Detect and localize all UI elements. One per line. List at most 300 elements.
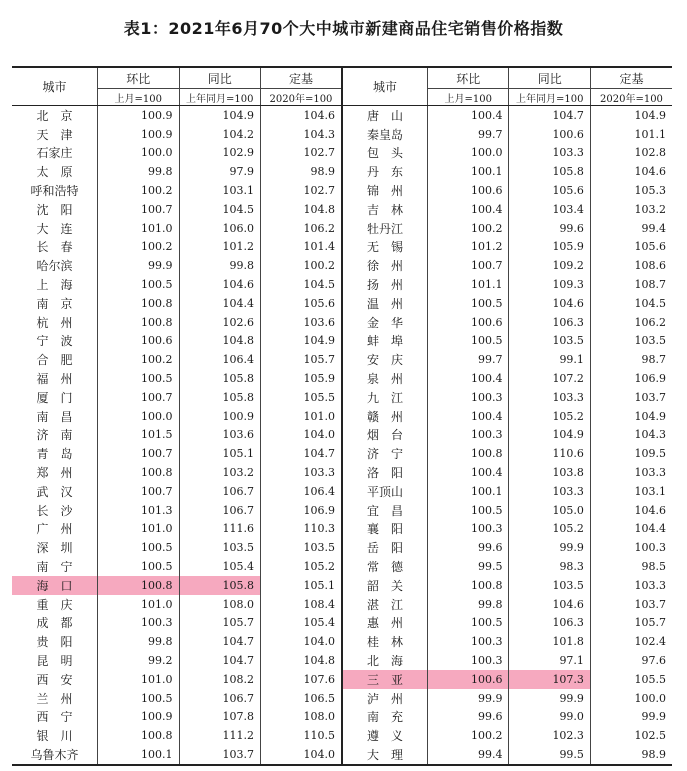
right-fixed-cell: 105.6 [590, 238, 672, 257]
right-city-cell: 秦皇岛 [342, 125, 428, 144]
right-city-cell: 南 充 [342, 708, 428, 727]
left-fixed-cell: 104.8 [260, 651, 341, 670]
left-mom-cell: 100.2 [98, 350, 179, 369]
right-mom-cell: 100.1 [428, 162, 509, 181]
left-fixed-cell: 104.0 [260, 426, 341, 445]
right-yoy-cell: 106.3 [509, 614, 590, 633]
right-city-cell: 九 江 [342, 388, 428, 407]
left-mom-cell: 100.7 [98, 482, 179, 501]
table-row [12, 444, 672, 463]
right-city-cell: 温 州 [342, 294, 428, 313]
left-city-cell: 杭 州 [36, 315, 73, 330]
right-fixed-cell: 102.8 [590, 144, 672, 163]
left-yoy-cell: 104.9 [179, 106, 260, 125]
header-mom-right: 环比 [428, 67, 509, 89]
left-yoy-cell: 106.7 [179, 689, 260, 708]
right-fixed-cell: 103.3 [590, 463, 672, 482]
right-fixed-cell: 102.5 [590, 726, 672, 745]
table-row [12, 162, 672, 181]
left-yoy-cell: 111.6 [179, 520, 260, 539]
right-yoy-cell: 103.4 [509, 200, 590, 219]
table-row [12, 219, 672, 238]
left-city-cell: 大 连 [36, 221, 73, 236]
header-yoy-left: 同比 [179, 67, 260, 89]
left-mom-cell: 99.8 [98, 162, 179, 181]
left-fixed-cell: 103.5 [260, 538, 341, 557]
left-fixed-cell: 105.2 [260, 557, 341, 576]
header-yoy-base-left: 上年同月=100 [179, 89, 260, 106]
left-city-cell: 济 南 [36, 428, 73, 443]
left-mom-cell: 101.0 [98, 520, 179, 539]
left-fixed-cell: 108.4 [260, 595, 341, 614]
right-city-cell: 洛 阳 [342, 463, 428, 482]
left-yoy-cell: 104.7 [179, 632, 260, 651]
left-city-cell: 贵 阳 [36, 635, 73, 650]
left-mom-cell: 100.3 [98, 614, 179, 633]
right-yoy-cell: 104.9 [509, 426, 590, 445]
left-fixed-cell: 101.4 [260, 238, 341, 257]
left-yoy-cell: 101.2 [179, 238, 260, 257]
left-yoy-cell: 103.6 [179, 426, 260, 445]
right-yoy-cell: 105.6 [509, 181, 590, 200]
left-fixed-cell: 104.3 [260, 125, 341, 144]
right-fixed-cell: 101.1 [590, 125, 672, 144]
left-yoy-cell: 104.6 [179, 275, 260, 294]
left-fixed-cell: 100.2 [260, 256, 341, 275]
right-city-cell: 赣 州 [342, 407, 428, 426]
right-yoy-cell: 105.8 [509, 162, 590, 181]
table-row [12, 595, 672, 614]
left-fixed-cell: 104.0 [260, 632, 341, 651]
left-yoy-cell: 105.1 [179, 444, 260, 463]
right-mom-cell: 100.0 [428, 144, 509, 163]
header-fixed-left: 定基 [260, 67, 341, 89]
table-row [12, 745, 672, 765]
right-mom-cell: 100.6 [428, 313, 509, 332]
right-city-cell: 泉 州 [342, 369, 428, 388]
right-mom-cell: 100.6 [428, 181, 509, 200]
header-mom-left: 环比 [98, 67, 179, 89]
left-mom-cell: 100.8 [98, 463, 179, 482]
left-mom-cell: 100.5 [98, 689, 179, 708]
right-city-cell: 宜 昌 [342, 501, 428, 520]
right-yoy-cell: 102.3 [509, 726, 590, 745]
left-yoy-cell: 107.8 [179, 708, 260, 727]
right-fixed-cell: 103.7 [590, 595, 672, 614]
right-city-cell: 牡丹江 [342, 219, 428, 238]
left-fixed-cell: 102.7 [260, 144, 341, 163]
right-yoy-cell: 107.3 [509, 670, 590, 689]
left-yoy-cell: 97.9 [179, 162, 260, 181]
right-city-cell: 常 德 [342, 557, 428, 576]
right-yoy-cell: 104.6 [509, 294, 590, 313]
right-fixed-cell: 104.9 [590, 407, 672, 426]
header-yoy-right: 同比 [509, 67, 590, 89]
left-city-cell: 深 圳 [36, 541, 73, 556]
left-yoy-cell: 106.4 [179, 350, 260, 369]
left-mom-cell: 100.9 [98, 106, 179, 125]
right-mom-cell: 99.4 [428, 745, 509, 765]
header-city-right: 城市 [342, 67, 428, 106]
left-fixed-cell: 106.2 [260, 219, 341, 238]
left-city-cell: 成 都 [36, 616, 73, 631]
left-city-cell: 福 州 [36, 372, 73, 387]
table-row [12, 557, 672, 576]
left-city-cell: 南 昌 [36, 409, 73, 424]
right-mom-cell: 99.7 [428, 350, 509, 369]
right-fixed-cell: 109.5 [590, 444, 672, 463]
left-city-cell: 乌鲁木齐 [12, 745, 98, 765]
header-mom-base-right: 上月=100 [428, 89, 509, 106]
left-city-cell: 郑 州 [36, 466, 73, 481]
right-city-cell: 三 亚 [342, 670, 428, 689]
left-city-cell: 兰 州 [36, 691, 73, 706]
right-mom-cell: 100.4 [428, 407, 509, 426]
right-yoy-cell: 105.2 [509, 520, 590, 539]
right-fixed-cell: 105.5 [590, 670, 672, 689]
left-fixed-cell: 105.9 [260, 369, 341, 388]
right-city-cell: 济 宁 [342, 444, 428, 463]
right-mom-cell: 100.6 [428, 670, 509, 689]
right-yoy-cell: 105.0 [509, 501, 590, 520]
header-mom-base-left: 上月=100 [98, 89, 179, 106]
left-fixed-cell: 104.0 [260, 745, 341, 765]
right-yoy-cell: 99.1 [509, 350, 590, 369]
right-fixed-cell: 106.2 [590, 313, 672, 332]
right-yoy-cell: 97.1 [509, 651, 590, 670]
left-fixed-cell: 105.5 [260, 388, 341, 407]
table-row [12, 294, 672, 313]
left-yoy-cell: 108.0 [179, 595, 260, 614]
right-yoy-cell: 103.8 [509, 463, 590, 482]
price-index-table [12, 66, 672, 766]
left-fixed-cell: 104.5 [260, 275, 341, 294]
right-fixed-cell: 106.9 [590, 369, 672, 388]
left-city-cell: 合 肥 [36, 353, 73, 368]
right-mom-cell: 100.8 [428, 444, 509, 463]
right-fixed-cell: 97.6 [590, 651, 672, 670]
left-mom-cell: 100.7 [98, 200, 179, 219]
left-city-cell: 呼和浩特 [30, 184, 79, 199]
right-fixed-cell: 108.7 [590, 275, 672, 294]
right-mom-cell: 100.3 [428, 632, 509, 651]
header-yoy-base-right: 上年同月=100 [509, 89, 590, 106]
left-fixed-cell: 102.7 [260, 181, 341, 200]
left-city-cell: 长 沙 [36, 503, 73, 518]
left-fixed-cell: 104.6 [260, 106, 341, 125]
left-mom-cell: 100.5 [98, 538, 179, 557]
table-row [12, 632, 672, 651]
left-yoy-cell: 106.7 [179, 501, 260, 520]
left-mom-cell: 101.5 [98, 426, 179, 445]
left-mom-cell: 101.0 [98, 670, 179, 689]
table-row [12, 576, 672, 595]
right-city-cell: 遵 义 [342, 726, 428, 745]
left-mom-cell: 99.9 [98, 256, 179, 275]
left-fixed-cell: 106.9 [260, 501, 341, 520]
table-title: 表1：2021年6月70个大中城市新建商品住宅销售价格指数 [123, 19, 564, 38]
right-mom-cell: 100.1 [428, 482, 509, 501]
right-city-cell: 金 华 [342, 313, 428, 332]
right-mom-cell: 101.2 [428, 238, 509, 257]
left-yoy-cell: 106.7 [179, 482, 260, 501]
right-fixed-cell: 103.7 [590, 388, 672, 407]
left-yoy-cell: 102.9 [179, 144, 260, 163]
left-city-cell: 上 海 [36, 278, 73, 293]
left-mom-cell: 100.0 [98, 407, 179, 426]
left-mom-cell: 99.2 [98, 651, 179, 670]
right-city-cell: 烟 台 [342, 426, 428, 445]
left-yoy-cell: 108.2 [179, 670, 260, 689]
right-fixed-cell: 103.5 [590, 332, 672, 351]
left-mom-cell: 101.0 [98, 219, 179, 238]
right-yoy-cell: 99.0 [509, 708, 590, 727]
right-mom-cell: 99.8 [428, 595, 509, 614]
left-city-cell: 广 州 [36, 522, 73, 537]
left-mom-cell: 100.5 [98, 557, 179, 576]
left-city-cell: 北 京 [36, 108, 73, 123]
left-fixed-cell: 106.4 [260, 482, 341, 501]
table-row [12, 708, 672, 727]
table-row [12, 369, 672, 388]
left-mom-cell: 100.8 [98, 313, 179, 332]
table-row [12, 238, 672, 257]
right-fixed-cell: 105.7 [590, 614, 672, 633]
left-fixed-cell: 105.7 [260, 350, 341, 369]
table-body [12, 106, 672, 765]
table-row [12, 332, 672, 351]
header-fixed-right: 定基 [590, 67, 672, 89]
right-city-cell: 岳 阳 [342, 538, 428, 557]
left-yoy-cell: 100.9 [179, 407, 260, 426]
right-city-cell: 蚌 埠 [342, 332, 428, 351]
right-yoy-cell: 104.6 [509, 595, 590, 614]
right-mom-cell: 100.3 [428, 426, 509, 445]
right-city-cell: 吉 林 [342, 200, 428, 219]
right-city-cell: 无 锡 [342, 238, 428, 257]
left-yoy-cell: 103.7 [179, 745, 260, 765]
table-row [12, 726, 672, 745]
left-yoy-cell: 105.8 [179, 388, 260, 407]
left-mom-cell: 100.9 [98, 708, 179, 727]
table-row [12, 106, 672, 125]
right-city-cell: 大 理 [342, 745, 428, 765]
right-city-cell: 平顶山 [342, 482, 428, 501]
table-row [12, 520, 672, 539]
right-yoy-cell: 107.2 [509, 369, 590, 388]
table-row [12, 256, 672, 275]
left-city-cell: 武 汉 [36, 484, 73, 499]
left-city-cell: 南 京 [36, 296, 73, 311]
right-yoy-cell: 109.2 [509, 256, 590, 275]
header-city-left: 城市 [12, 67, 98, 106]
left-mom-cell: 99.8 [98, 632, 179, 651]
right-yoy-cell: 99.6 [509, 219, 590, 238]
left-fixed-cell: 105.4 [260, 614, 341, 633]
left-fixed-cell: 101.0 [260, 407, 341, 426]
left-city-cell: 厦 门 [36, 390, 73, 405]
right-fixed-cell: 108.6 [590, 256, 672, 275]
right-mom-cell: 100.5 [428, 332, 509, 351]
left-city-cell: 银 川 [36, 729, 73, 744]
right-yoy-cell: 103.5 [509, 576, 590, 595]
left-city-cell: 沈 阳 [36, 202, 73, 217]
right-yoy-cell: 110.6 [509, 444, 590, 463]
left-yoy-cell: 105.4 [179, 557, 260, 576]
left-fixed-cell: 104.7 [260, 444, 341, 463]
left-yoy-cell: 105.8 [179, 369, 260, 388]
right-mom-cell: 100.4 [428, 463, 509, 482]
left-fixed-cell: 107.6 [260, 670, 341, 689]
left-mom-cell: 101.0 [98, 595, 179, 614]
left-city-cell: 宁 波 [36, 334, 73, 349]
right-fixed-cell: 104.6 [590, 162, 672, 181]
left-mom-cell: 100.5 [98, 369, 179, 388]
right-fixed-cell: 103.2 [590, 200, 672, 219]
left-yoy-cell: 104.7 [179, 651, 260, 670]
right-city-cell: 桂 林 [342, 632, 428, 651]
left-mom-cell: 100.1 [98, 745, 179, 765]
header-fixed-base-left: 2020年=100 [260, 89, 341, 106]
right-city-cell: 包 头 [342, 144, 428, 163]
left-city-cell: 南 宁 [36, 560, 73, 575]
right-fixed-cell: 104.6 [590, 501, 672, 520]
left-city-cell: 石家庄 [36, 146, 73, 161]
left-yoy-cell: 103.2 [179, 463, 260, 482]
right-mom-cell: 100.3 [428, 651, 509, 670]
right-yoy-cell: 105.2 [509, 407, 590, 426]
right-yoy-cell: 104.7 [509, 106, 590, 125]
right-yoy-cell: 103.3 [509, 144, 590, 163]
right-city-cell: 唐 山 [342, 106, 428, 125]
right-mom-cell: 99.9 [428, 689, 509, 708]
right-yoy-cell: 103.3 [509, 482, 590, 501]
right-fixed-cell: 103.1 [590, 482, 672, 501]
table-row [12, 313, 672, 332]
left-fixed-cell: 108.0 [260, 708, 341, 727]
right-mom-cell: 100.3 [428, 388, 509, 407]
right-yoy-cell: 103.3 [509, 388, 590, 407]
left-mom-cell: 100.8 [98, 576, 179, 595]
left-city-cell: 重 庆 [36, 597, 73, 612]
table-row [12, 501, 672, 520]
left-fixed-cell: 106.5 [260, 689, 341, 708]
left-yoy-cell: 104.8 [179, 332, 260, 351]
table-row [12, 426, 672, 445]
left-fixed-cell: 98.9 [260, 162, 341, 181]
right-yoy-cell: 105.9 [509, 238, 590, 257]
table-row [12, 125, 672, 144]
right-mom-cell: 100.5 [428, 614, 509, 633]
right-city-cell: 襄 阳 [342, 520, 428, 539]
right-mom-cell: 100.8 [428, 576, 509, 595]
table-row [12, 350, 672, 369]
table-row [12, 614, 672, 633]
right-city-cell: 徐 州 [342, 256, 428, 275]
table-row [12, 181, 672, 200]
right-fixed-cell: 102.4 [590, 632, 672, 651]
right-mom-cell: 100.3 [428, 520, 509, 539]
right-city-cell: 泸 州 [342, 689, 428, 708]
table-row [12, 388, 672, 407]
left-fixed-cell: 103.3 [260, 463, 341, 482]
left-yoy-cell: 102.6 [179, 313, 260, 332]
left-yoy-cell: 105.7 [179, 614, 260, 633]
left-fixed-cell: 110.3 [260, 520, 341, 539]
left-city-cell: 天 津 [36, 127, 73, 142]
right-mom-cell: 100.2 [428, 726, 509, 745]
right-yoy-cell: 99.5 [509, 745, 590, 765]
left-fixed-cell: 105.1 [260, 576, 341, 595]
table-row [12, 407, 672, 426]
right-fixed-cell: 104.9 [590, 106, 672, 125]
right-yoy-cell: 100.6 [509, 125, 590, 144]
right-mom-cell: 100.5 [428, 501, 509, 520]
left-mom-cell: 100.2 [98, 238, 179, 257]
right-fixed-cell: 104.5 [590, 294, 672, 313]
left-mom-cell: 100.7 [98, 388, 179, 407]
left-city-cell: 哈尔滨 [36, 259, 73, 274]
left-fixed-cell: 110.5 [260, 726, 341, 745]
right-mom-cell: 99.5 [428, 557, 509, 576]
left-mom-cell: 100.9 [98, 125, 179, 144]
right-fixed-cell: 104.4 [590, 520, 672, 539]
right-mom-cell: 99.6 [428, 538, 509, 557]
right-fixed-cell: 104.3 [590, 426, 672, 445]
left-yoy-cell: 104.2 [179, 125, 260, 144]
left-fixed-cell: 104.9 [260, 332, 341, 351]
left-mom-cell: 100.0 [98, 144, 179, 163]
table-row [12, 275, 672, 294]
right-fixed-cell: 100.0 [590, 689, 672, 708]
table-row [12, 144, 672, 163]
left-city-cell: 西 安 [36, 672, 73, 687]
right-mom-cell: 100.5 [428, 294, 509, 313]
right-yoy-cell: 106.3 [509, 313, 590, 332]
right-city-cell: 湛 江 [342, 595, 428, 614]
right-city-cell: 北 海 [342, 651, 428, 670]
right-city-cell: 扬 州 [342, 275, 428, 294]
right-yoy-cell: 98.3 [509, 557, 590, 576]
right-fixed-cell: 98.5 [590, 557, 672, 576]
right-city-cell: 韶 关 [342, 576, 428, 595]
right-fixed-cell: 99.4 [590, 219, 672, 238]
table-row [12, 538, 672, 557]
right-city-cell: 丹 东 [342, 162, 428, 181]
right-mom-cell: 99.6 [428, 708, 509, 727]
left-city-cell: 太 原 [36, 165, 73, 180]
left-mom-cell: 100.8 [98, 726, 179, 745]
left-mom-cell: 101.3 [98, 501, 179, 520]
table-row [12, 670, 672, 689]
right-fixed-cell: 98.7 [590, 350, 672, 369]
right-mom-cell: 100.2 [428, 219, 509, 238]
right-mom-cell: 100.4 [428, 369, 509, 388]
left-city-cell: 长 春 [36, 240, 73, 255]
right-mom-cell: 100.4 [428, 106, 509, 125]
table-row [12, 689, 672, 708]
left-mom-cell: 100.8 [98, 294, 179, 313]
left-yoy-cell: 104.5 [179, 200, 260, 219]
right-mom-cell: 100.4 [428, 200, 509, 219]
left-city-cell: 昆 明 [36, 654, 73, 668]
left-yoy-cell: 103.5 [179, 538, 260, 557]
table-row [12, 200, 672, 219]
left-mom-cell: 100.2 [98, 181, 179, 200]
left-fixed-cell: 104.8 [260, 200, 341, 219]
right-city-cell: 惠 州 [342, 614, 428, 633]
left-city-cell: 青 岛 [36, 447, 73, 462]
